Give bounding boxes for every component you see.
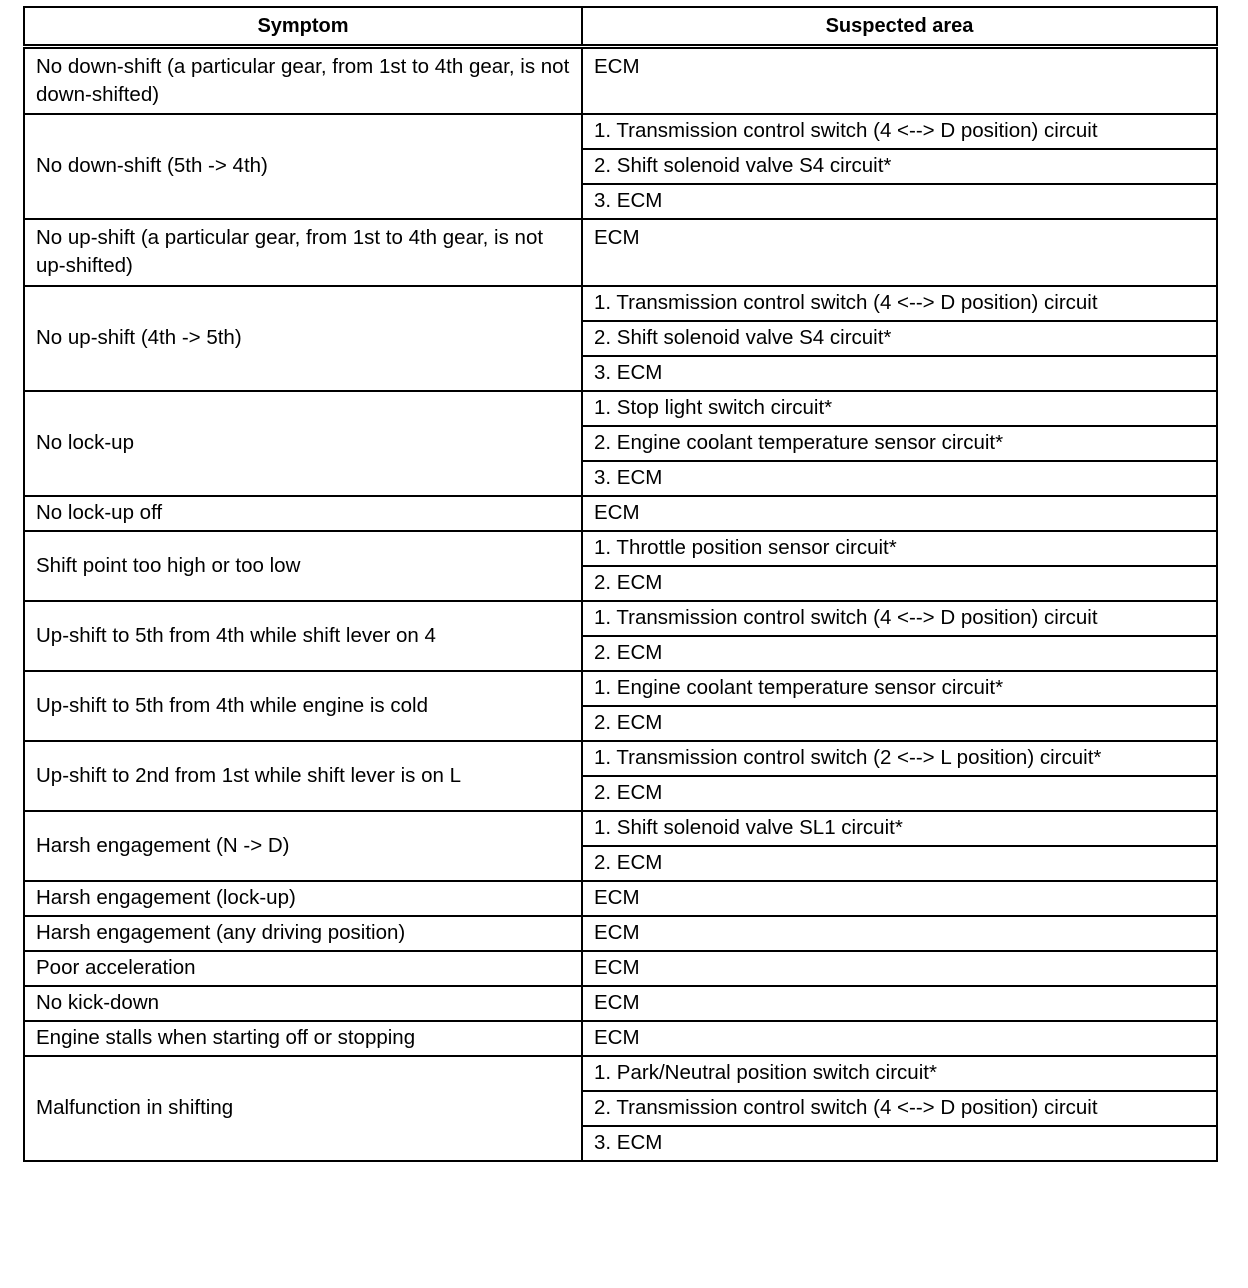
symptom-cell: No up-shift (a particular gear, from 1st to 4th gear, is not up-shifted) <box>24 219 582 286</box>
suspected-area-cell: 1. Park/Neutral position switch circuit* <box>582 1056 1217 1091</box>
symptom-cell: No up-shift (4th -> 5th) <box>24 286 582 391</box>
suspected-area-cell: ECM <box>582 881 1217 916</box>
suspected-area-cell: 2. Engine coolant temperature sensor circuit* <box>582 426 1217 461</box>
suspected-area-cell: ECM <box>582 986 1217 1021</box>
symptom-cell: No down-shift (a particular gear, from 1st to 4th gear, is not down-shifted) <box>24 47 582 114</box>
suspected-area-cell: 3. ECM <box>582 184 1217 219</box>
table-row <box>24 671 1217 706</box>
suspected-area-cell: 2. Transmission control switch (4 <--> D position) circuit <box>582 1091 1217 1126</box>
symptom-cell: Harsh engagement (any driving position) <box>24 916 582 951</box>
symptom-cell: Engine stalls when starting off or stopping <box>24 1021 582 1056</box>
table-row <box>24 114 1217 149</box>
table-row <box>24 916 1217 951</box>
symptom-cell: Up-shift to 5th from 4th while shift lever on 4 <box>24 601 582 671</box>
header-row <box>24 7 1217 47</box>
suspected-area-cell: 1. Engine coolant temperature sensor circuit* <box>582 671 1217 706</box>
table-row <box>24 286 1217 321</box>
symptom-cell: Malfunction in shifting <box>24 1056 582 1161</box>
suspected-area-cell: 2. ECM <box>582 706 1217 741</box>
suspected-area-cell: 2. Shift solenoid valve S4 circuit* <box>582 149 1217 184</box>
symptom-cell: Up-shift to 2nd from 1st while shift lever is on L <box>24 741 582 811</box>
table-body <box>24 47 1217 1161</box>
symptom-cell: Shift point too high or too low <box>24 531 582 601</box>
table-row <box>24 1056 1217 1091</box>
table-row <box>24 1021 1217 1056</box>
table-row <box>24 986 1217 1021</box>
suspected-area-cell: 3. ECM <box>582 356 1217 391</box>
table-row <box>24 811 1217 846</box>
suspected-area-cell: 1. Throttle position sensor circuit* <box>582 531 1217 566</box>
suspected-area-cell: 1. Shift solenoid valve SL1 circuit* <box>582 811 1217 846</box>
suspected-area-cell: 2. ECM <box>582 636 1217 671</box>
suspected-area-cell: ECM <box>582 1021 1217 1056</box>
suspected-area-cell: ECM <box>582 47 1217 114</box>
symptom-cell: No down-shift (5th -> 4th) <box>24 114 582 219</box>
table-row <box>24 391 1217 426</box>
suspected-area-cell: 3. ECM <box>582 461 1217 496</box>
suspected-area-cell: 1. Transmission control switch (4 <--> D position) circuit <box>582 286 1217 321</box>
suspected-area-cell: 1. Transmission control switch (2 <--> L position) circuit* <box>582 741 1217 776</box>
symptom-cell: Harsh engagement (lock-up) <box>24 881 582 916</box>
table-row <box>24 219 1217 286</box>
table-row <box>24 47 1217 114</box>
suspected-area-cell: 3. ECM <box>582 1126 1217 1161</box>
table-row <box>24 951 1217 986</box>
suspected-area-cell: 2. ECM <box>582 846 1217 881</box>
suspected-area-cell: 2. ECM <box>582 776 1217 811</box>
symptom-table <box>23 6 1218 1162</box>
suspected-area-cell: ECM <box>582 916 1217 951</box>
suspected-area-column-header: Suspected area <box>582 7 1217 47</box>
table-row <box>24 881 1217 916</box>
symptom-cell: No lock-up <box>24 391 582 496</box>
symptom-column-header: Symptom <box>24 7 582 47</box>
suspected-area-cell: 1. Transmission control switch (4 <--> D position) circuit <box>582 114 1217 149</box>
suspected-area-cell: ECM <box>582 219 1217 286</box>
symptom-cell: No lock-up off <box>24 496 582 531</box>
suspected-area-cell: ECM <box>582 951 1217 986</box>
symptom-cell: No kick-down <box>24 986 582 1021</box>
suspected-area-cell: 1. Stop light switch circuit* <box>582 391 1217 426</box>
symptom-cell: Poor acceleration <box>24 951 582 986</box>
suspected-area-cell: 1. Transmission control switch (4 <--> D position) circuit <box>582 601 1217 636</box>
table-row <box>24 531 1217 566</box>
table-row <box>24 601 1217 636</box>
suspected-area-cell: 2. Shift solenoid valve S4 circuit* <box>582 321 1217 356</box>
table-row <box>24 496 1217 531</box>
symptom-cell: Harsh engagement (N -> D) <box>24 811 582 881</box>
suspected-area-cell: ECM <box>582 496 1217 531</box>
suspected-area-cell: 2. ECM <box>582 566 1217 601</box>
table-row <box>24 741 1217 776</box>
symptom-cell: Up-shift to 5th from 4th while engine is cold <box>24 671 582 741</box>
